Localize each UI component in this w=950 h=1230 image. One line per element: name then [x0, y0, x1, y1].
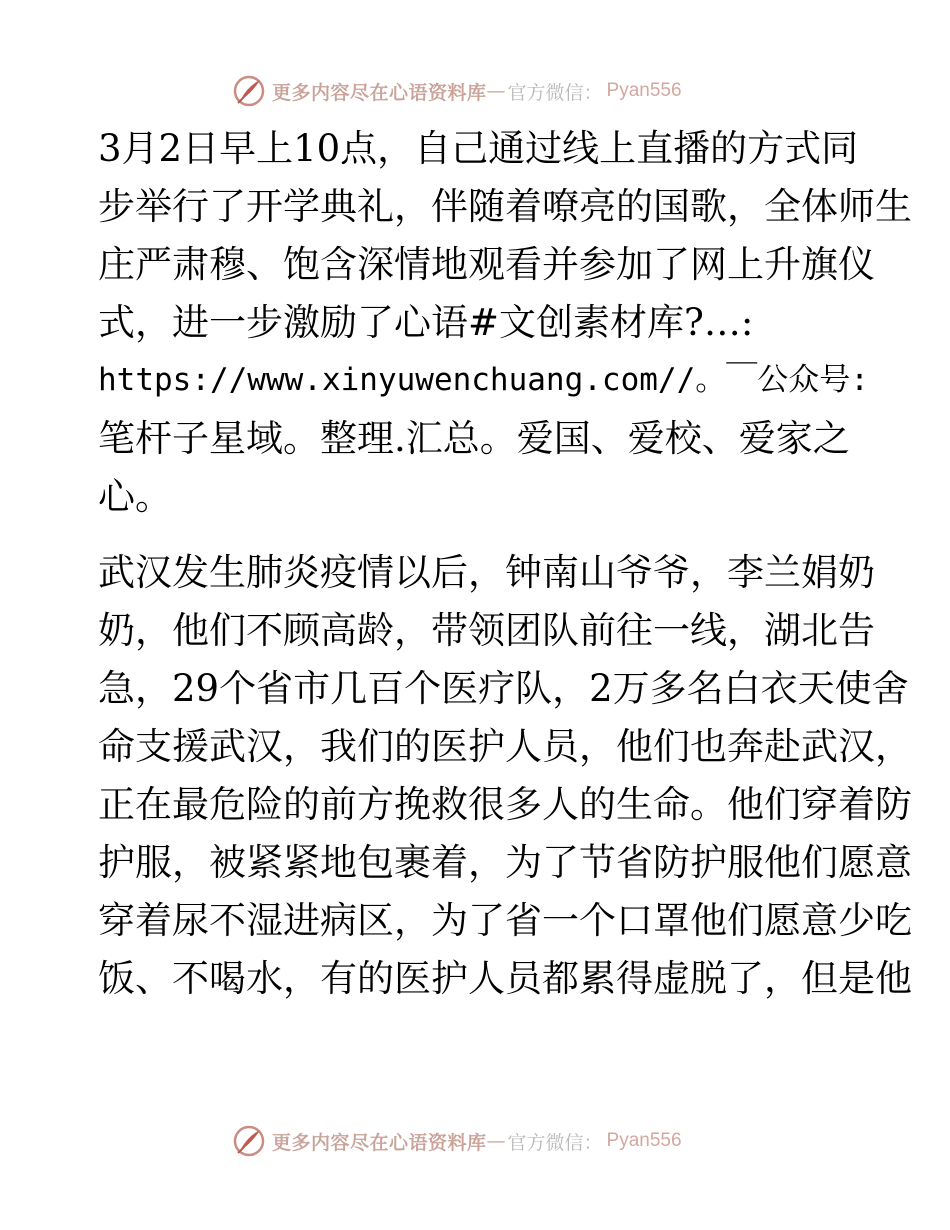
text-line: 命支援武汉，我们的医护人员，他们也奔赴武汉，: [98, 725, 912, 768]
text-line: https://www.xinyuwenchuang.com//。￣公众号:: [98, 362, 869, 398]
banner-text: 更多内容尽在心语资料库: [272, 1131, 487, 1154]
text-line: 护服，被紧紧地包裹着，为了节省防护服他们愿意: [98, 841, 912, 884]
text-line: 穿着尿不湿进病区，为了省一个口罩他们愿意少吃: [98, 899, 912, 942]
banner-wechat-id: Pyan556: [606, 1130, 682, 1151]
header-watermark-banner: [232, 74, 682, 108]
banner-label: 官方微信：: [507, 1131, 603, 1154]
text-line: 步举行了开学典礼，伴随着嘹亮的国歌，全体师生: [98, 185, 912, 228]
text-line: 正在最危险的前方挽救很多人的生命。他们穿着防: [98, 783, 912, 826]
text-line: 式，进一步激励了心语#文创素材库?…:: [98, 301, 754, 344]
text-line: 急，29个省市几百个医疗队，2万多名白衣天使舍: [98, 667, 909, 710]
text-line: 奶，他们不顾高龄，带领团队前往一线，湖北告: [98, 609, 875, 652]
banner-label: 官方微信：: [507, 81, 603, 104]
text-line: 3月2日早上10点，自己通过线上直播的方式同: [98, 127, 859, 170]
quill-logo-icon: [232, 1124, 266, 1158]
text-line: 庄严肃穆、饱含深情地观看并参加了网上升旗仪: [98, 243, 875, 286]
banner-separator: —: [486, 80, 506, 102]
footer-watermark-banner: [232, 1124, 682, 1158]
text-line: 心。: [98, 475, 172, 518]
text-line: 饭、不喝水，有的医护人员都累得虚脱了，但是他: [98, 957, 912, 1000]
quill-logo-icon: [232, 74, 266, 108]
banner-wechat-id: Pyan556: [606, 80, 682, 101]
banner-text: 更多内容尽在心语资料库: [272, 81, 487, 104]
banner-separator: —: [486, 1130, 506, 1152]
text-line: 武汉发生肺炎疫情以后，钟南山爷爷，李兰娟奶: [98, 551, 875, 594]
text-line: 笔杆子星域。整理.汇总。爱国、爱校、爱家之: [98, 417, 850, 460]
